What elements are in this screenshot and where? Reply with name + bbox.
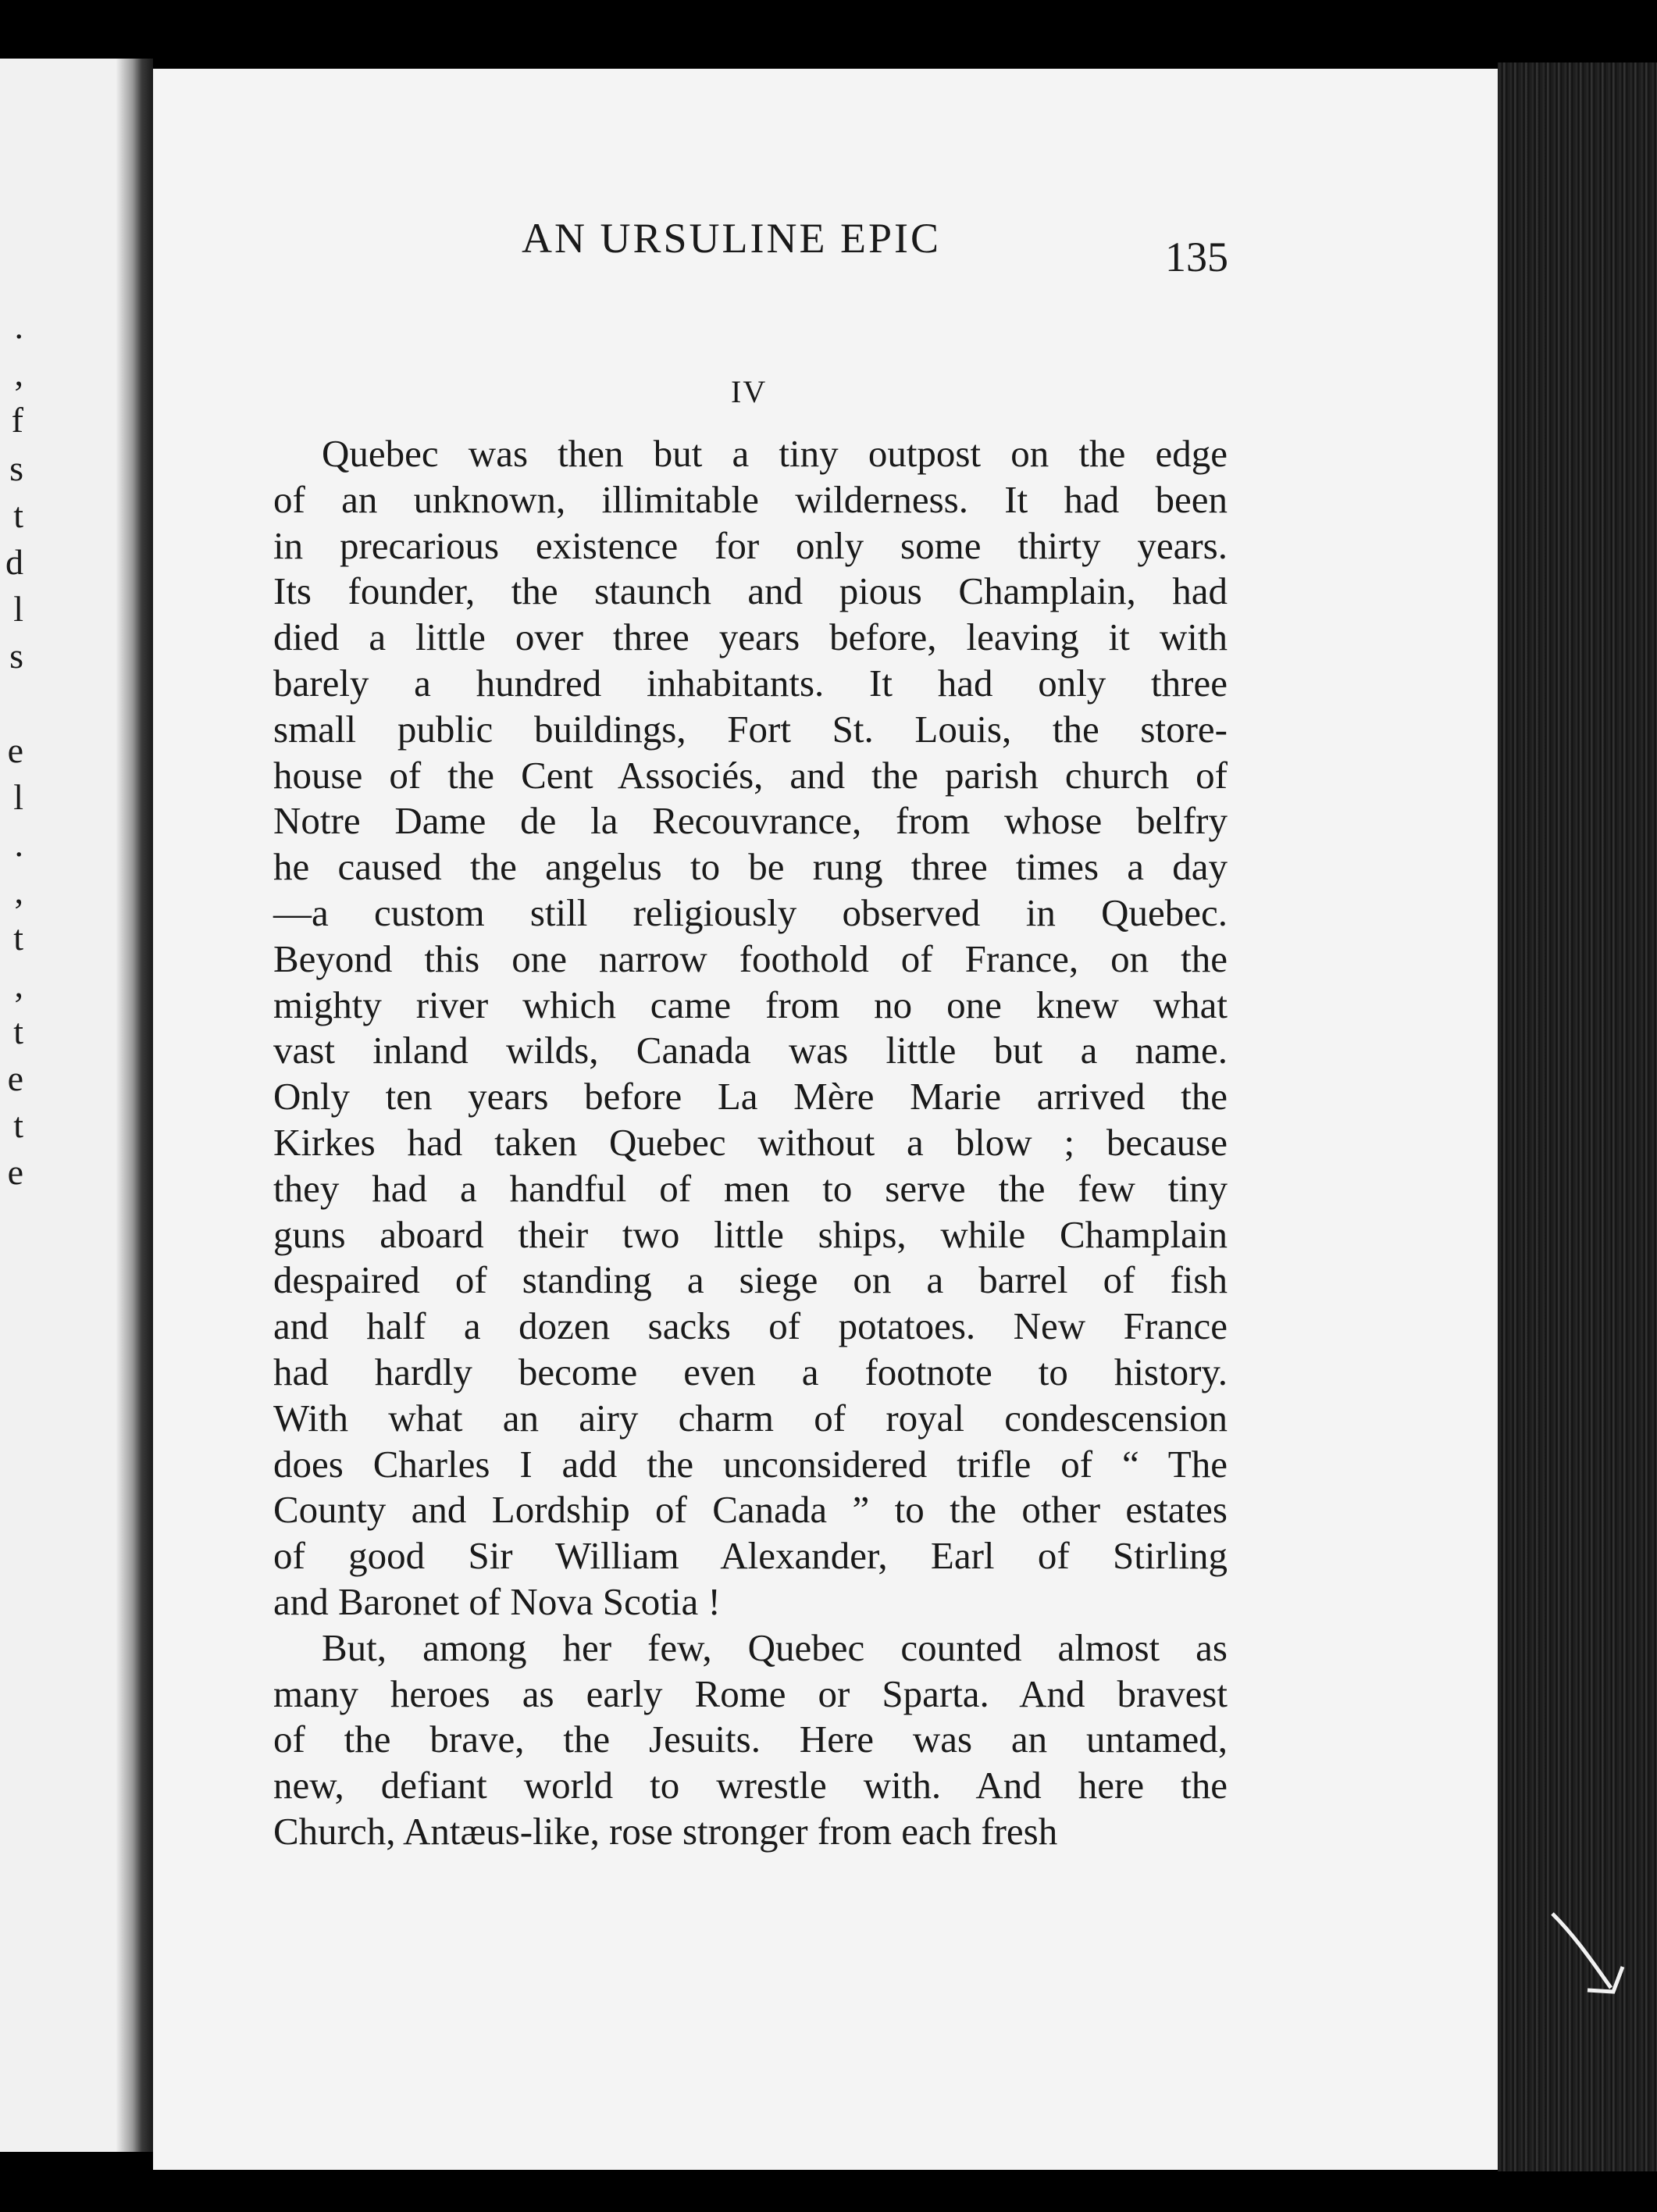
text-line: small public buildings, Fort St. Louis, the store- xyxy=(273,707,1228,751)
text-line: new, defiant world to wrestle with. And here the xyxy=(273,1764,1228,1807)
previous-page-fragment: t xyxy=(13,495,23,535)
previous-page-fragment: , xyxy=(14,871,23,911)
text-line: Kirkes had taken Quebec without a blow ; because xyxy=(273,1120,1228,1164)
text-line: does Charles I add the unconsidered trifle of “ The xyxy=(273,1442,1228,1486)
previous-page-fragment: t xyxy=(13,1011,23,1051)
text-line: and half a dozen sacks of potatoes. New France xyxy=(273,1304,1228,1348)
text-line: Its founder, the staunch and pious Champlain, had xyxy=(273,569,1228,613)
paragraph xyxy=(273,431,1228,1625)
previous-page-fragment: , xyxy=(14,965,23,1004)
text-line: Beyond this one narrow foothold of France, on the xyxy=(273,937,1228,980)
text-line: many heroes as early Rome or Sparta. And bravest xyxy=(273,1671,1228,1715)
text-line: of an unknown, illimitable wilderness. It had been xyxy=(273,477,1228,521)
text-line: of the brave, the Jesuits. Here was an untamed, xyxy=(273,1718,1228,1761)
running-title: AN URSULINE EPIC xyxy=(522,215,942,262)
text-line: house of the Cent Associés, and the parish church of xyxy=(273,753,1228,797)
text-line: he caused the angelus to be rung three times a day xyxy=(273,845,1228,889)
text-line: Quebec was then but a tiny outpost on the edge xyxy=(322,432,1228,475)
previous-page-fragment: e xyxy=(7,1152,23,1192)
previous-page-fragment: s xyxy=(9,636,23,676)
previous-page-fragment: l xyxy=(13,589,23,629)
text-line: Church, Antæus-like, rose stronger from each fresh xyxy=(273,1809,1058,1853)
text-line: barely a hundred inhabitants. It had only three xyxy=(273,661,1228,705)
previous-page-fragment: f xyxy=(11,400,23,440)
text-line: mighty river which came from no one knew what xyxy=(273,983,1228,1026)
previous-page-fragment: d xyxy=(5,542,23,582)
text-line: Only ten years before La Mère Marie arrived the xyxy=(273,1075,1228,1118)
left-gutter-shadow xyxy=(116,59,153,2152)
text-line: had hardly become even a footnote to history. xyxy=(273,1350,1228,1393)
previous-page-fragment: e xyxy=(7,730,23,770)
text-line: despaired of standing a siege on a barrel of fish xyxy=(273,1258,1228,1302)
previous-page-fragment: s xyxy=(9,448,23,488)
text-line: of good Sir William Alexander, Earl of Stirling xyxy=(273,1534,1228,1578)
book-fore-edge xyxy=(1498,62,1657,2171)
pencil-arrow-mark xyxy=(1542,1796,1543,1797)
section-heading: IV xyxy=(731,374,768,409)
text-line: and Baronet of Nova Scotia ! xyxy=(273,1579,721,1623)
text-line: But, among her few, Quebec counted almost as xyxy=(322,1625,1228,1669)
margin-arrow-icon xyxy=(1545,1906,1646,2109)
text-line: they had a handful of men to serve the few tiny xyxy=(273,1166,1228,1210)
text-line: in precarious existence for only some thirty years. xyxy=(273,523,1228,567)
previous-page-fragment: e xyxy=(7,1058,23,1098)
text-line: County and Lordship of Canada ” to the other estates xyxy=(273,1488,1228,1532)
text-line: Notre Dame de la Recouvrance, from whose belfry xyxy=(273,799,1228,843)
paragraph xyxy=(273,1625,1228,1855)
text-line: died a little over three years before, leaving it with xyxy=(273,615,1228,659)
previous-page-fragment: . xyxy=(14,306,23,346)
previous-page-fragment: , xyxy=(14,353,23,393)
previous-page-fragment: t xyxy=(13,1105,23,1145)
page-number: 135 xyxy=(1165,234,1228,280)
text-line: vast inland wilds, Canada was little but a name. xyxy=(273,1029,1228,1072)
previous-page-fragment: t xyxy=(13,918,23,958)
text-line: guns aboard their two little ships, while Champlain xyxy=(273,1212,1228,1256)
text-line: —a custom still religiously observed in Quebec. xyxy=(273,890,1228,934)
body-text xyxy=(273,431,1228,1855)
previous-page-fragment: . xyxy=(14,824,23,864)
previous-page-fragment: l xyxy=(13,777,23,817)
text-line: With what an airy charm of royal condescension xyxy=(273,1396,1228,1440)
